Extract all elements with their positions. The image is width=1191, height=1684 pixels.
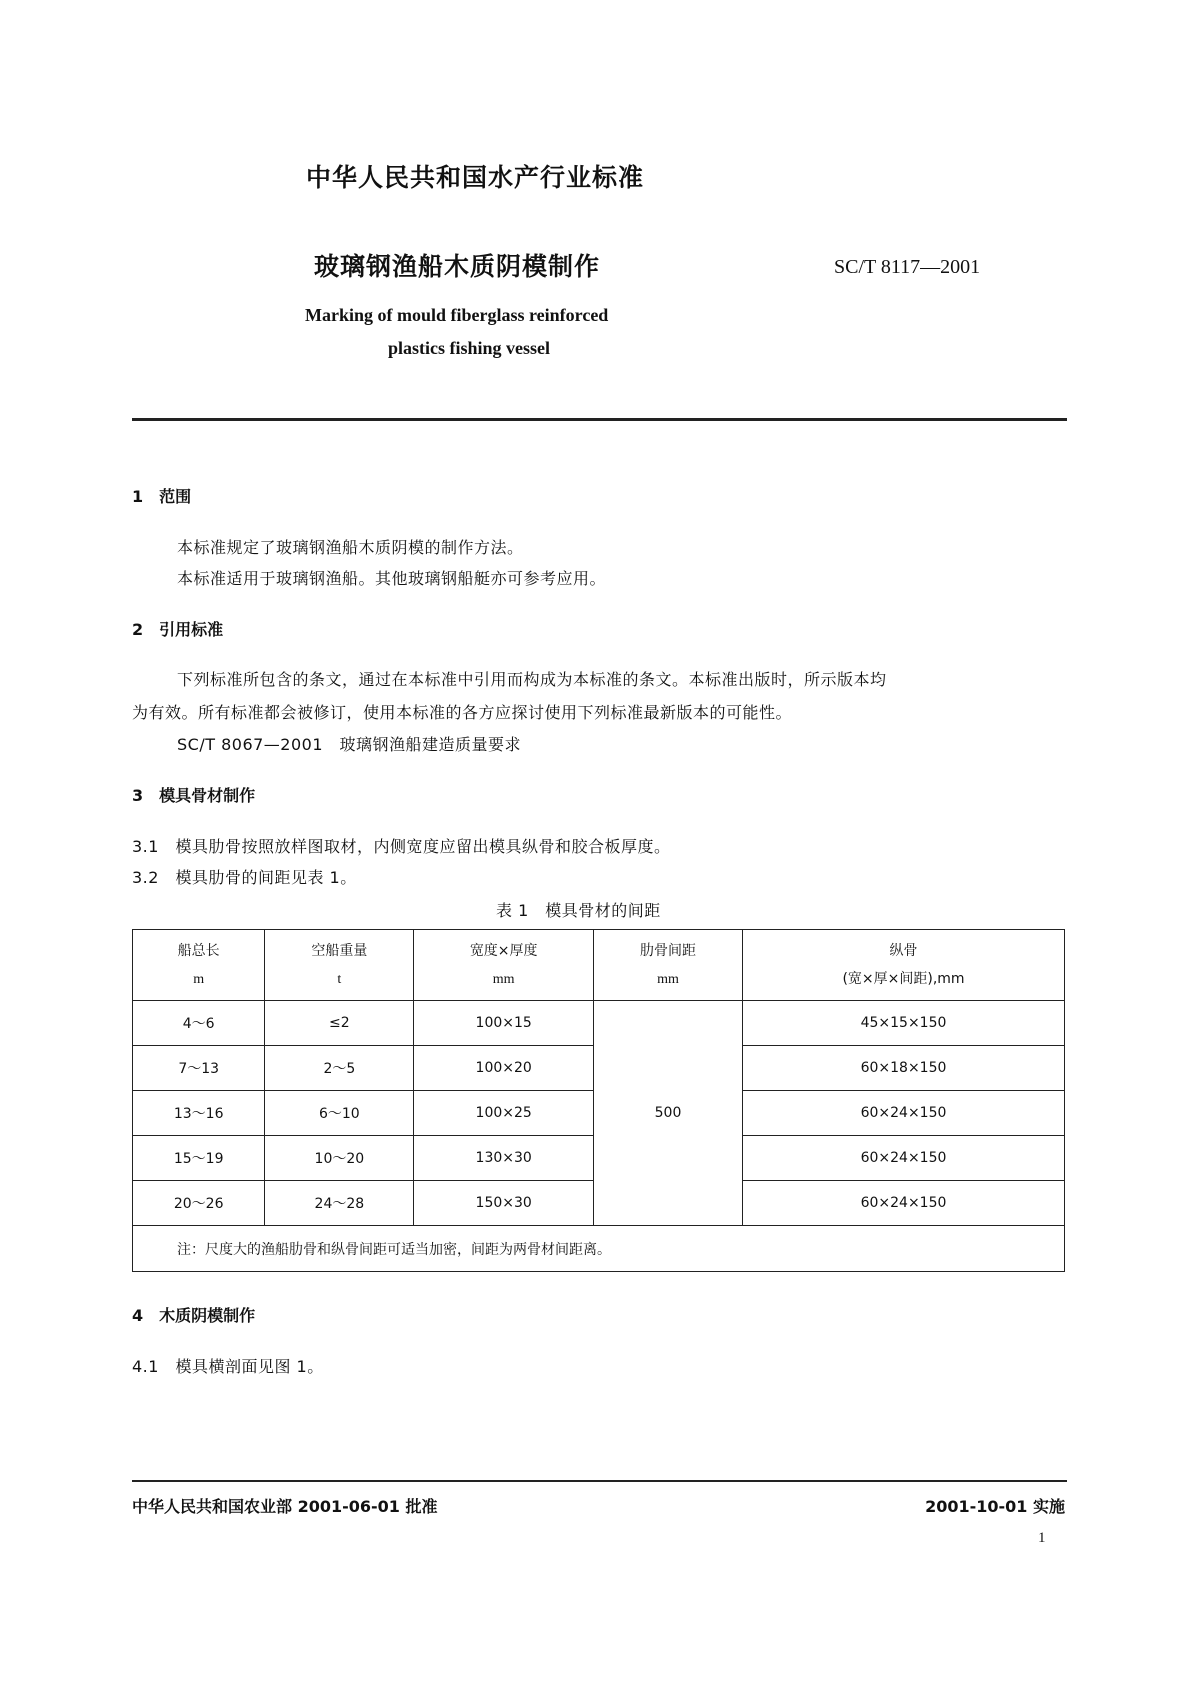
- footer-divider: [132, 1480, 1067, 1482]
- cell: 10～20: [265, 1136, 414, 1181]
- page-number: 1: [1038, 1530, 1046, 1546]
- cell: 100×15: [414, 1001, 594, 1046]
- standard-category: 中华人民共和国水产行业标准: [306, 163, 645, 192]
- section-3-heading: 3 模具骨材制作: [132, 786, 256, 805]
- header-weight: 空船重量 t: [265, 930, 414, 1001]
- paragraph: 本标准适用于玻璃钢渔船。其他玻璃钢船艇亦可参考应用。: [177, 569, 607, 588]
- cell: 100×20: [414, 1046, 594, 1091]
- cell: 13～16: [133, 1091, 265, 1136]
- paragraph: 下列标准所包含的条文，通过在本标准中引用而构成为本标准的条文。本标准出版时，所示版本均: [177, 670, 887, 689]
- cell: 7～13: [133, 1046, 265, 1091]
- document-title: 玻璃钢渔船木质阴模制作: [314, 252, 601, 281]
- table-note: 注：尺度大的渔船肋骨和纵骨间距可适当加密，间距为两骨材间距离。: [133, 1226, 1065, 1272]
- cell: 6～10: [265, 1091, 414, 1136]
- cell: 60×24×150: [743, 1091, 1065, 1136]
- cell: 130×30: [414, 1136, 594, 1181]
- cell: 60×18×150: [743, 1046, 1065, 1091]
- effective-date: 2001-10-01 实施: [925, 1497, 1065, 1516]
- header-rib-spacing: 肋骨间距 mm: [594, 930, 743, 1001]
- cell: 100×25: [414, 1091, 594, 1136]
- cell: 60×24×150: [743, 1136, 1065, 1181]
- cell: 15～19: [133, 1136, 265, 1181]
- table-caption: 表 1 模具骨材的间距: [496, 901, 661, 920]
- cell: 45×15×150: [743, 1001, 1065, 1046]
- section-2-heading: 2 引用标准: [132, 620, 224, 639]
- english-title-line2: plastics fishing vessel: [388, 338, 551, 358]
- section-4-heading: 4 木质阴模制作: [132, 1306, 256, 1325]
- clause-3-2: 3.2 模具肋骨的间距见表 1。: [132, 868, 357, 887]
- cell: ≤2: [265, 1001, 414, 1046]
- rib-spacing-cell: 500: [594, 1001, 743, 1226]
- header-size: 宽度×厚度 mm: [414, 930, 594, 1001]
- paragraph: 本标准规定了玻璃钢渔船木质阴模的制作方法。: [177, 538, 524, 557]
- cell: 20～26: [133, 1181, 265, 1226]
- cell: 60×24×150: [743, 1181, 1065, 1226]
- table-note-row: [133, 1226, 1065, 1272]
- header-longitudinal: 纵骨 (宽×厚×间距),mm: [743, 930, 1065, 1001]
- cell: 4～6: [133, 1001, 265, 1046]
- table-header-row: [133, 930, 1065, 1001]
- clause-4-1: 4.1 模具横剖面见图 1。: [132, 1357, 324, 1376]
- approval-date: 中华人民共和国农业部 2001-06-01 批准: [132, 1497, 438, 1516]
- cell: 24～28: [265, 1181, 414, 1226]
- clause-3-1: 3.1 模具肋骨按照放样图取材，内侧宽度应留出模具纵骨和胶合板厚度。: [132, 837, 671, 856]
- cell: 2～5: [265, 1046, 414, 1091]
- referenced-standard: SC/T 8067—2001 玻璃钢渔船建造质量要求: [177, 735, 522, 754]
- spacing-table: [132, 929, 1065, 1272]
- standard-code: SC/T 8117—2001: [834, 256, 981, 278]
- section-1-heading: 1 范围: [132, 487, 192, 506]
- paragraph: 为有效。所有标准都会被修订，使用本标准的各方应探讨使用下列标准最新版本的可能性。: [132, 703, 793, 722]
- header-length: 船总长 m: [133, 930, 265, 1001]
- table-row: [133, 1001, 1065, 1046]
- header-divider: [132, 418, 1067, 421]
- cell: 150×30: [414, 1181, 594, 1226]
- english-title-line1: Marking of mould fiberglass reinforced: [305, 305, 609, 325]
